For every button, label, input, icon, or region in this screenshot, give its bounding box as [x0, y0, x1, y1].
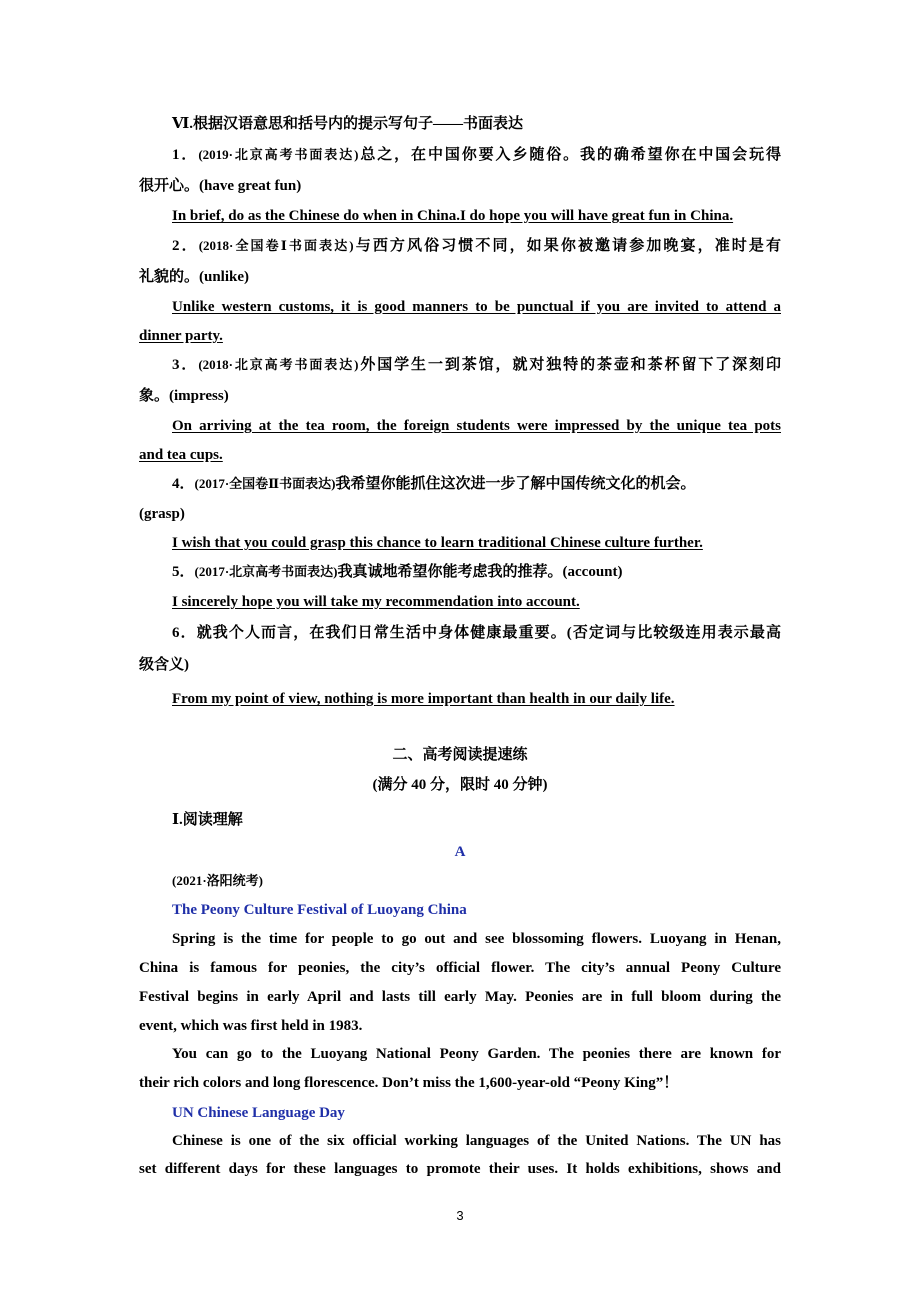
question-text: 我真诚地希望你能考虑我的推荐。(account) — [337, 564, 623, 580]
passage-label: A — [454, 844, 466, 860]
question-source: (2017·北京高考书面表达) — [194, 564, 338, 579]
answer-text: I wish that you could grasp this chance to learn traditional Chinese culture further. — [172, 535, 703, 551]
question-number: 3． — [172, 357, 199, 373]
question-text: 外国学生一到茶馆，就对独特的茶壶和茶杯留下了深刻印 — [358, 357, 781, 373]
paragraph-1-line: China is famous for peonies, the city’s official flower. The city’s annual Peony Culture — [139, 960, 781, 976]
section-title: Ⅵ.根据汉语意思和括号内的提示写句子——书面表达 — [172, 116, 524, 132]
question-source: (2018·全国卷Ⅰ书面表达) — [198, 238, 354, 253]
paragraph-3-line: set different days for these languages to promote their uses. It holds exhibitions, shows and — [139, 1161, 781, 1177]
page-number: 3 — [456, 1208, 464, 1223]
passage-heading-2: UN Chinese Language Day — [172, 1105, 345, 1121]
answer-3-line2 — [139, 445, 781, 465]
question-text: 就我个人而言，在我们日常生活中身体健康最重要。(否定词与比较级连用表示最高 — [196, 625, 781, 641]
question-text: 与西方风俗习惯不同，如果你被邀请参加晚宴，准时是有 — [353, 238, 781, 254]
question-6-line2: 级含义) — [139, 657, 189, 673]
answer-1 — [172, 206, 781, 226]
question-4-line1 — [172, 474, 781, 494]
answer-text: I sincerely hope you will take my recommendation into account. — [172, 594, 580, 610]
reading-section-title: Ⅰ.阅读理解 — [172, 812, 243, 828]
paragraph-1-line: Festival begins in early April and lasts till early May. Peonies are in full bloom during the — [139, 989, 781, 1005]
question-number: 1． — [172, 147, 199, 163]
answer-text: From my point of view, nothing is more important than health in our daily life. — [172, 691, 675, 707]
question-number: 5． — [172, 564, 195, 580]
question-text: 我希望你能抓住这次进一步了解中国传统文化的机会。 — [335, 476, 696, 492]
answer-5 — [172, 592, 781, 612]
question-2-line1 — [172, 236, 781, 256]
passage-heading-1: The Peony Culture Festival of Luoyang China — [172, 902, 467, 918]
question-6-line1 — [172, 623, 781, 643]
paragraph-1-line: event, which was first held in 1983. — [139, 1018, 363, 1034]
question-source: (2018·北京高考书面表达) — [198, 357, 359, 372]
part-subtitle: (满分 40 分，限时 40 分钟) — [372, 777, 548, 793]
answer-text: and tea cups. — [139, 447, 223, 463]
question-5-line1 — [172, 562, 781, 582]
question-3-line1 — [172, 355, 781, 375]
answer-text: dinner party. — [139, 328, 223, 344]
question-2-line2: 礼貌的。(unlike) — [139, 269, 250, 285]
passage-source: (2021·洛阳统考) — [172, 873, 263, 888]
paragraph-3-line: Chinese is one of the six official working languages of the United Nations. The UN has — [172, 1133, 781, 1149]
part-title: 二、高考阅读提速练 — [392, 747, 528, 763]
question-1-line1 — [172, 145, 781, 165]
question-4-line2: (grasp) — [139, 506, 185, 522]
answer-text: In brief, do as the Chinese do when in China.I do hope you will have great fun in China. — [172, 208, 734, 224]
answer-text: On arriving at the tea room, the foreign students were impressed by the unique tea pots — [172, 418, 781, 434]
answer-6 — [172, 689, 781, 709]
answer-text: Unlike western customs, it is good manners to be punctual if you are invited to attend a — [172, 299, 781, 315]
answer-2-line2 — [139, 326, 781, 346]
paragraph-2-line: You can go to the Luoyang National Peony Garden. The peonies there are known for — [172, 1046, 781, 1062]
question-number: 4． — [172, 476, 195, 492]
answer-4 — [172, 533, 781, 553]
question-number: 2． — [172, 238, 199, 254]
answer-3-line1 — [172, 416, 781, 436]
question-number: 6． — [172, 625, 197, 641]
question-3-line2: 象。(impress) — [139, 388, 229, 404]
question-1-line2: 很开心。(have great fun) — [139, 178, 302, 194]
question-source: (2017·全国卷Ⅱ书面表达) — [194, 476, 336, 491]
answer-2-line1 — [172, 297, 781, 317]
question-source: (2019·北京高考书面表达) — [198, 147, 359, 162]
paragraph-2-line: their rich colors and long florescence. Don’t miss the 1,600-year-old “Peony King”！ — [139, 1075, 679, 1091]
question-text: 总之，在中国你要入乡随俗。我的确希望你在中国会玩得 — [358, 147, 781, 163]
paragraph-1-line: Spring is the time for people to go out and see blossoming flowers. Luoyang in Henan, — [172, 931, 781, 947]
